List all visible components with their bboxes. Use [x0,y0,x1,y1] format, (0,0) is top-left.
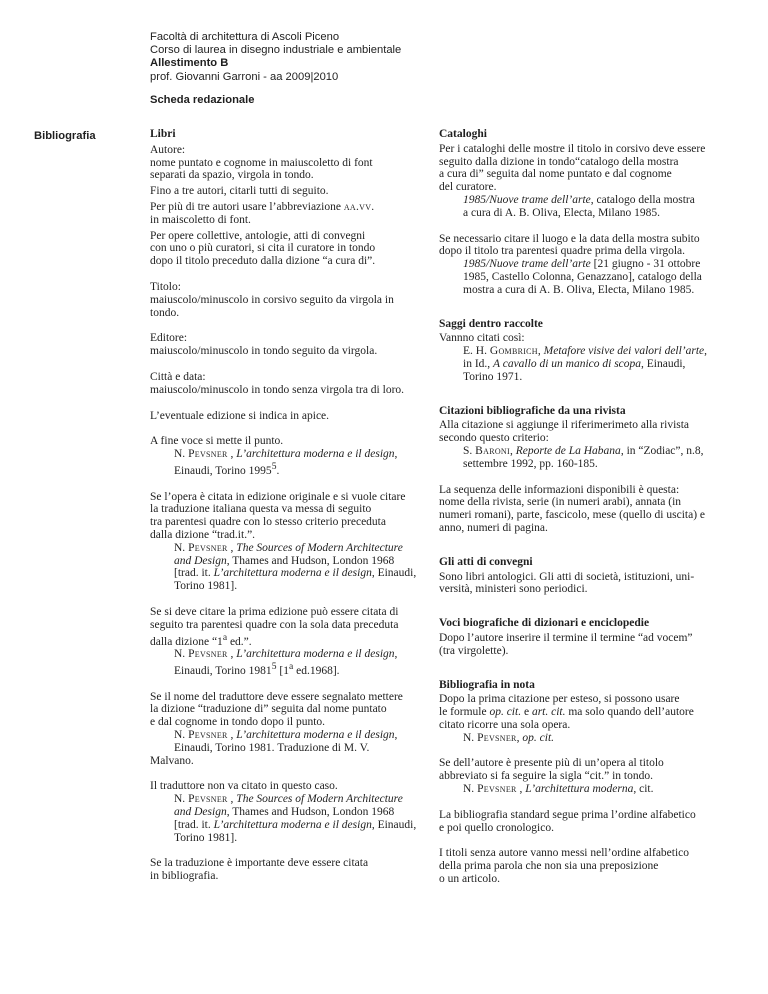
paragraph: Autore: nome puntato e cognome in maiuscoletto di font separati da spazio, virgola in tondo. [150,143,373,182]
heading-voci: Voci biografiche di dizionari e enciclopedie [439,617,650,630]
example-citation: N. Pevsner , The Sources of Modern Architecture and Design, Thames and Hudson, London 1968 [trad. it. L’architettura moderna e il design, Einaudi, Torino 1981]. [174,793,417,844]
example-citation: N. Pevsner, op. cit. [463,731,555,744]
left-column [150,128,422,883]
paragraph: Se il nome del traduttore deve essere segnalato mettere la dizione “traduzione di” seguita dal nome puntato e dal cognome in tondo dopo il punto. [150,690,403,729]
paragraph: Fino a tre autori, citarli tutti di seguito. [150,185,329,198]
paragraph: Dopo l’autore inserire il termine il termine “ad vocem” (tra virgolette). [439,631,693,657]
paragraph: Se necessario citare il luogo e la data della mostra subito dopo il titolo tra parentesi quadre prima della virgola. [439,232,700,258]
example-citation: N. Pevsner , The Sources of Modern Architecture and Design, Thames and Hudson, London 1968 [trad. it. L’architettura moderna e il design, Einaudi, Torino 1981]. [174,541,417,593]
paragraph: Se si deve citare la prima edizione può essere citata di seguito tra parentesi quadre con la sola data preceduta dalla dizione “1$^a$ ed.”. [150,605,399,648]
paragraph: Per opere collettive, antologie, atti di convegni con uno o più curatori, si cita il curatore in tondo dopo il titolo preceduto dalla dizione “a cura di”. [150,229,376,268]
example-citation: S. Baroni, Reporte de La Habana, in “Zodiac”, n.8, settembre 1992, pp. 160-185. [463,444,704,470]
heading-rivista: Citazioni bibliografiche da una rivista [439,404,626,417]
document-header [150,31,401,84]
paragraph: Vannno citati così: [439,332,525,345]
paragraph: La sequenza delle informazioni disponibili è questa: nome della rivista, serie (in numeri arabi), annata (in numeri romani), parte, fascicolo, mese (quello di uscita) e anno, numeri di pagina. [439,483,705,534]
course-line: Corso di laurea in disegno industriale e ambientale [150,44,402,57]
module-line: Allestimento B [150,57,229,70]
heading-nota: Bibliografia in nota [439,678,535,691]
paragraph: Alla citazione si aggiunge il riferimerimeto alla rivista secondo questo criterio: [439,419,690,445]
right-column [439,128,740,886]
example-citation: N. Pevsner , L’architettura moderna e il design, Einaudi, Torino 1981. Traduzione di M. V. Malvano. [150,728,398,767]
document-subtitle: Scheda redazionale [150,94,255,106]
professor-line: prof. Giovanni Garroni - aa 2009|2010 [150,70,339,83]
paragraph: I titoli senza autore vanno messi nell’ordine alfabetico della prima parola che non sia una preposizione o un articolo. [439,847,690,886]
paragraph: Titolo: maiuscolo/minuscolo in corsivo seguito da virgola in tondo. [150,280,394,319]
paragraph: Per i cataloghi delle mostre il titolo in corsivo deve essere seguito dalla dizione in tondo“catalogo della mostra a cura di” seguita dal nome puntato e dal cognome del curatore. [439,142,706,194]
paragraph: Editore: maiuscolo/minuscolo in tondo seguito da virgola. [150,332,378,358]
example-citation: N. Pevsner , L’architettura moderna e il design, Einaudi, Torino 1995$^5$. [174,448,398,477]
faculty-line: Facoltà di architettura di Ascoli Piceno [150,31,340,43]
paragraph: Sono libri antologici. Gli atti di società, istituzioni, uni- versità, ministeri sono periodici. [439,570,695,596]
example-citation: 1985/Nuove trame dell’arte, catalogo della mostra a cura di A. B. Oliva, Electa, Milano 1985. [463,193,695,219]
example-citation: N. Pevsner , L’architettura moderna e il design, Einaudi, Torino 1981$^5$ [1$^a$ ed.1968]. [174,648,398,677]
heading-libri: Libri [150,128,176,140]
paragraph: Città e data: maiuscolo/minuscolo in tondo senza virgola tra di loro. [150,370,405,396]
heading-cataloghi: Cataloghi [439,128,487,140]
example-citation: E. H. Gombrich, Metafore visive dei valori dell’arte, in Id., A cavallo di un manico di scopa, Einaudi, Torino 1971. [463,345,708,383]
heading-atti: Gli atti di convegni [439,555,533,568]
paragraph: Dopo la prima citazione per esteso, si possono usare le formule op. cit. e art. cit. ma solo quando dell’autore citato ricorre una sola opera. [439,693,694,731]
example-citation: N. Pevsner , L’architettura moderna, cit. [463,783,654,796]
paragraph: Se la traduzione è importante deve essere citata in bibliografia. [150,857,369,883]
section-label: Bibliografia [34,130,96,142]
paragraph: A fine voce si mette il punto. [150,435,284,448]
paragraph: La bibliografia standard segue prima l’ordine alfabetico e poi quello cronologico. [439,808,696,834]
example-citation: 1985/Nuove trame dell’arte [21 giugno - 31 ottobre 1985, Castello Colonna, Genazzano], catalogo della mostra a cura di A. B. Oliva, Electa, Milano 1985. [463,258,702,296]
paragraph: Il traduttore non va citato in questo caso. [150,780,338,793]
paragraph: Se dell’autore è presente più di un’opera al titolo abbreviato si fa seguire la sigla “cit.” in tondo. [439,757,664,783]
paragraph: L’eventuale edizione si indica in apice. [150,409,330,422]
paragraph: Se l’opera è citata in edizione originale e si vuole citare la traduzione italiana questa va messa di seguito tra parentesi quadre con lo stesso criterio preceduta dalla dizione “trad.it.”. [150,490,406,541]
paragraph: Per più di tre autori usare l’abbreviazione aa.vv. in maiscoletto di font. [150,200,375,226]
heading-saggi: Saggi dentro raccolte [439,317,543,330]
